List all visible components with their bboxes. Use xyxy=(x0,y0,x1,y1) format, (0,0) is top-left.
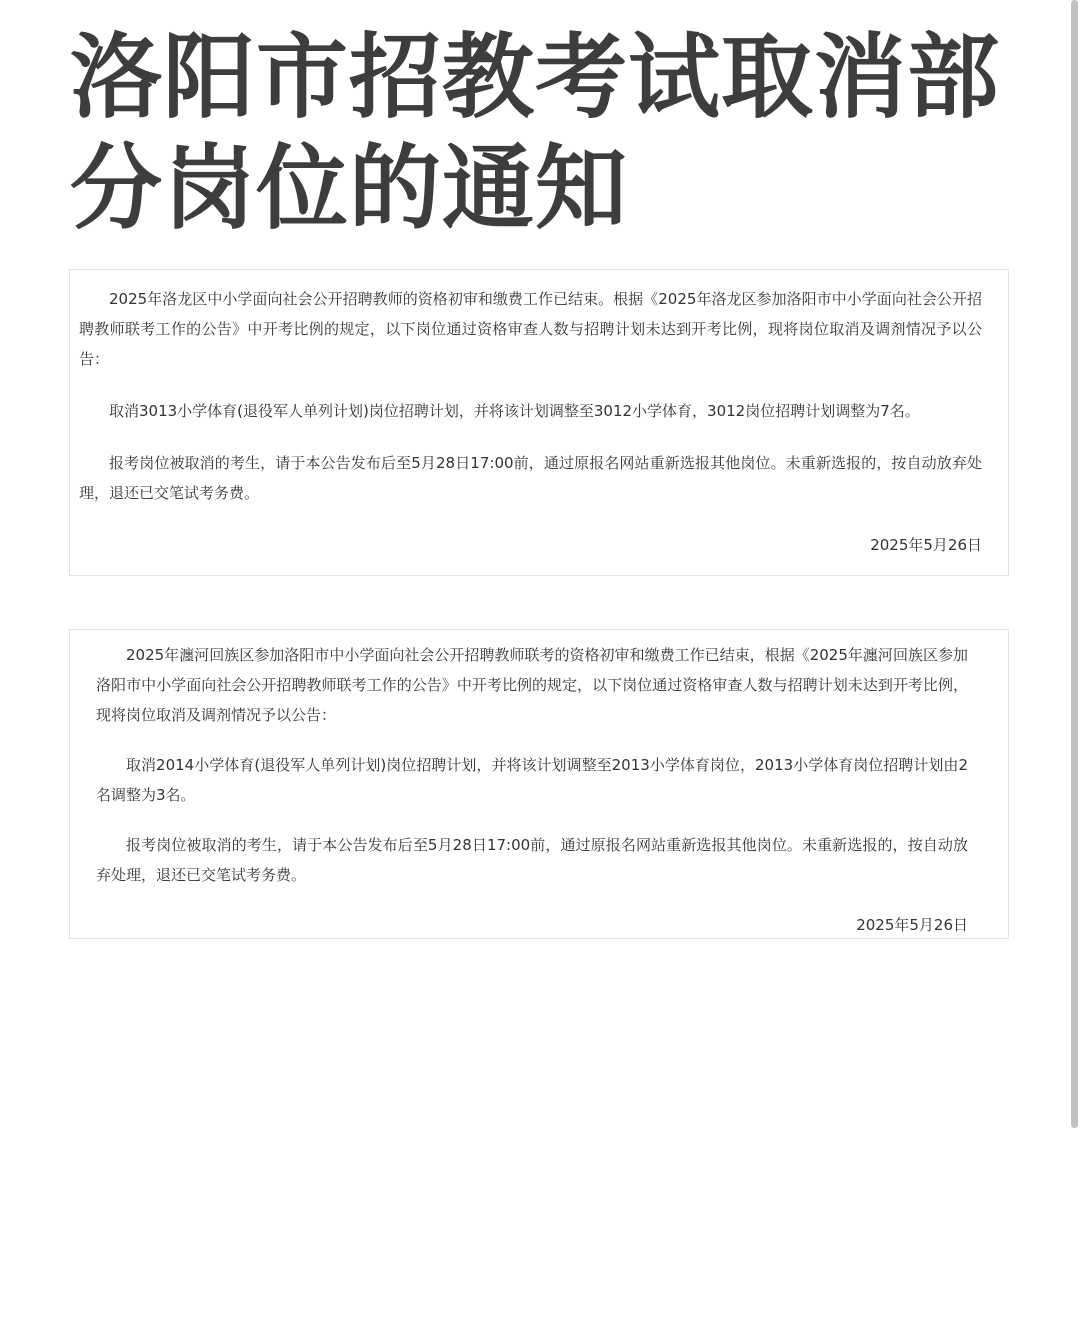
notice-date: 2025年5月26日 xyxy=(856,916,968,934)
notice-card-luolong xyxy=(69,269,1009,576)
page-title: 洛阳市招教考试取消部分岗位的通知 xyxy=(70,24,1001,242)
notice-card-chanhe xyxy=(69,629,1009,939)
vertical-scrollbar[interactable] xyxy=(1070,0,1078,1130)
scrollbar-thumb[interactable] xyxy=(1071,0,1078,1128)
notice-instruction-paragraph: 报考岗位被取消的考生，请于本公告发布后至5月28日17:00前，通过原报名网站重新选报其他岗位。未重新选报的，按自动放弃处理，退还已交笔试考务费。 xyxy=(79,454,982,502)
notice-instruction-paragraph: 报考岗位被取消的考生，请于本公告发布后至5月28日17:00前，通过原报名网站重新选报其他岗位。未重新选报的，按自动放弃处理，退还已交笔试考务费。 xyxy=(96,836,968,884)
notice-date: 2025年5月26日 xyxy=(870,536,982,554)
notice-intro-paragraph: 2025年洛龙区中小学面向社会公开招聘教师的资格初审和缴费工作已结束。根据《2025年洛龙区参加洛阳市中小学面向社会公开招聘教师联考工作的公告》中开考比例的规定，以下岗位通过资格审查人数与招聘计划未达到开考比例，现将岗位取消及调剂情况予以公告： xyxy=(79,290,982,368)
notice-cancellation-paragraph: 取消3013小学体育(退役军人单列计划)岗位招聘计划，并将该计划调整至3012小学体育，3012岗位招聘计划调整为7名。 xyxy=(109,402,920,420)
notice-intro-paragraph: 2025年瀍河回族区参加洛阳市中小学面向社会公开招聘教师联考的资格初审和缴费工作已结束，根据《2025年瀍河回族区参加洛阳市中小学面向社会公开招聘教师联考工作的公告》中开考比例的规定，以下岗位通过资格审查人数与招聘计划未达到开考比例，现将岗位取消及调剂情况予以公告： xyxy=(96,646,968,724)
notice-cancellation-paragraph: 取消2014小学体育(退役军人单列计划)岗位招聘计划，并将该计划调整至2013小学体育岗位，2013小学体育岗位招聘计划由2名调整为3名。 xyxy=(96,756,968,804)
